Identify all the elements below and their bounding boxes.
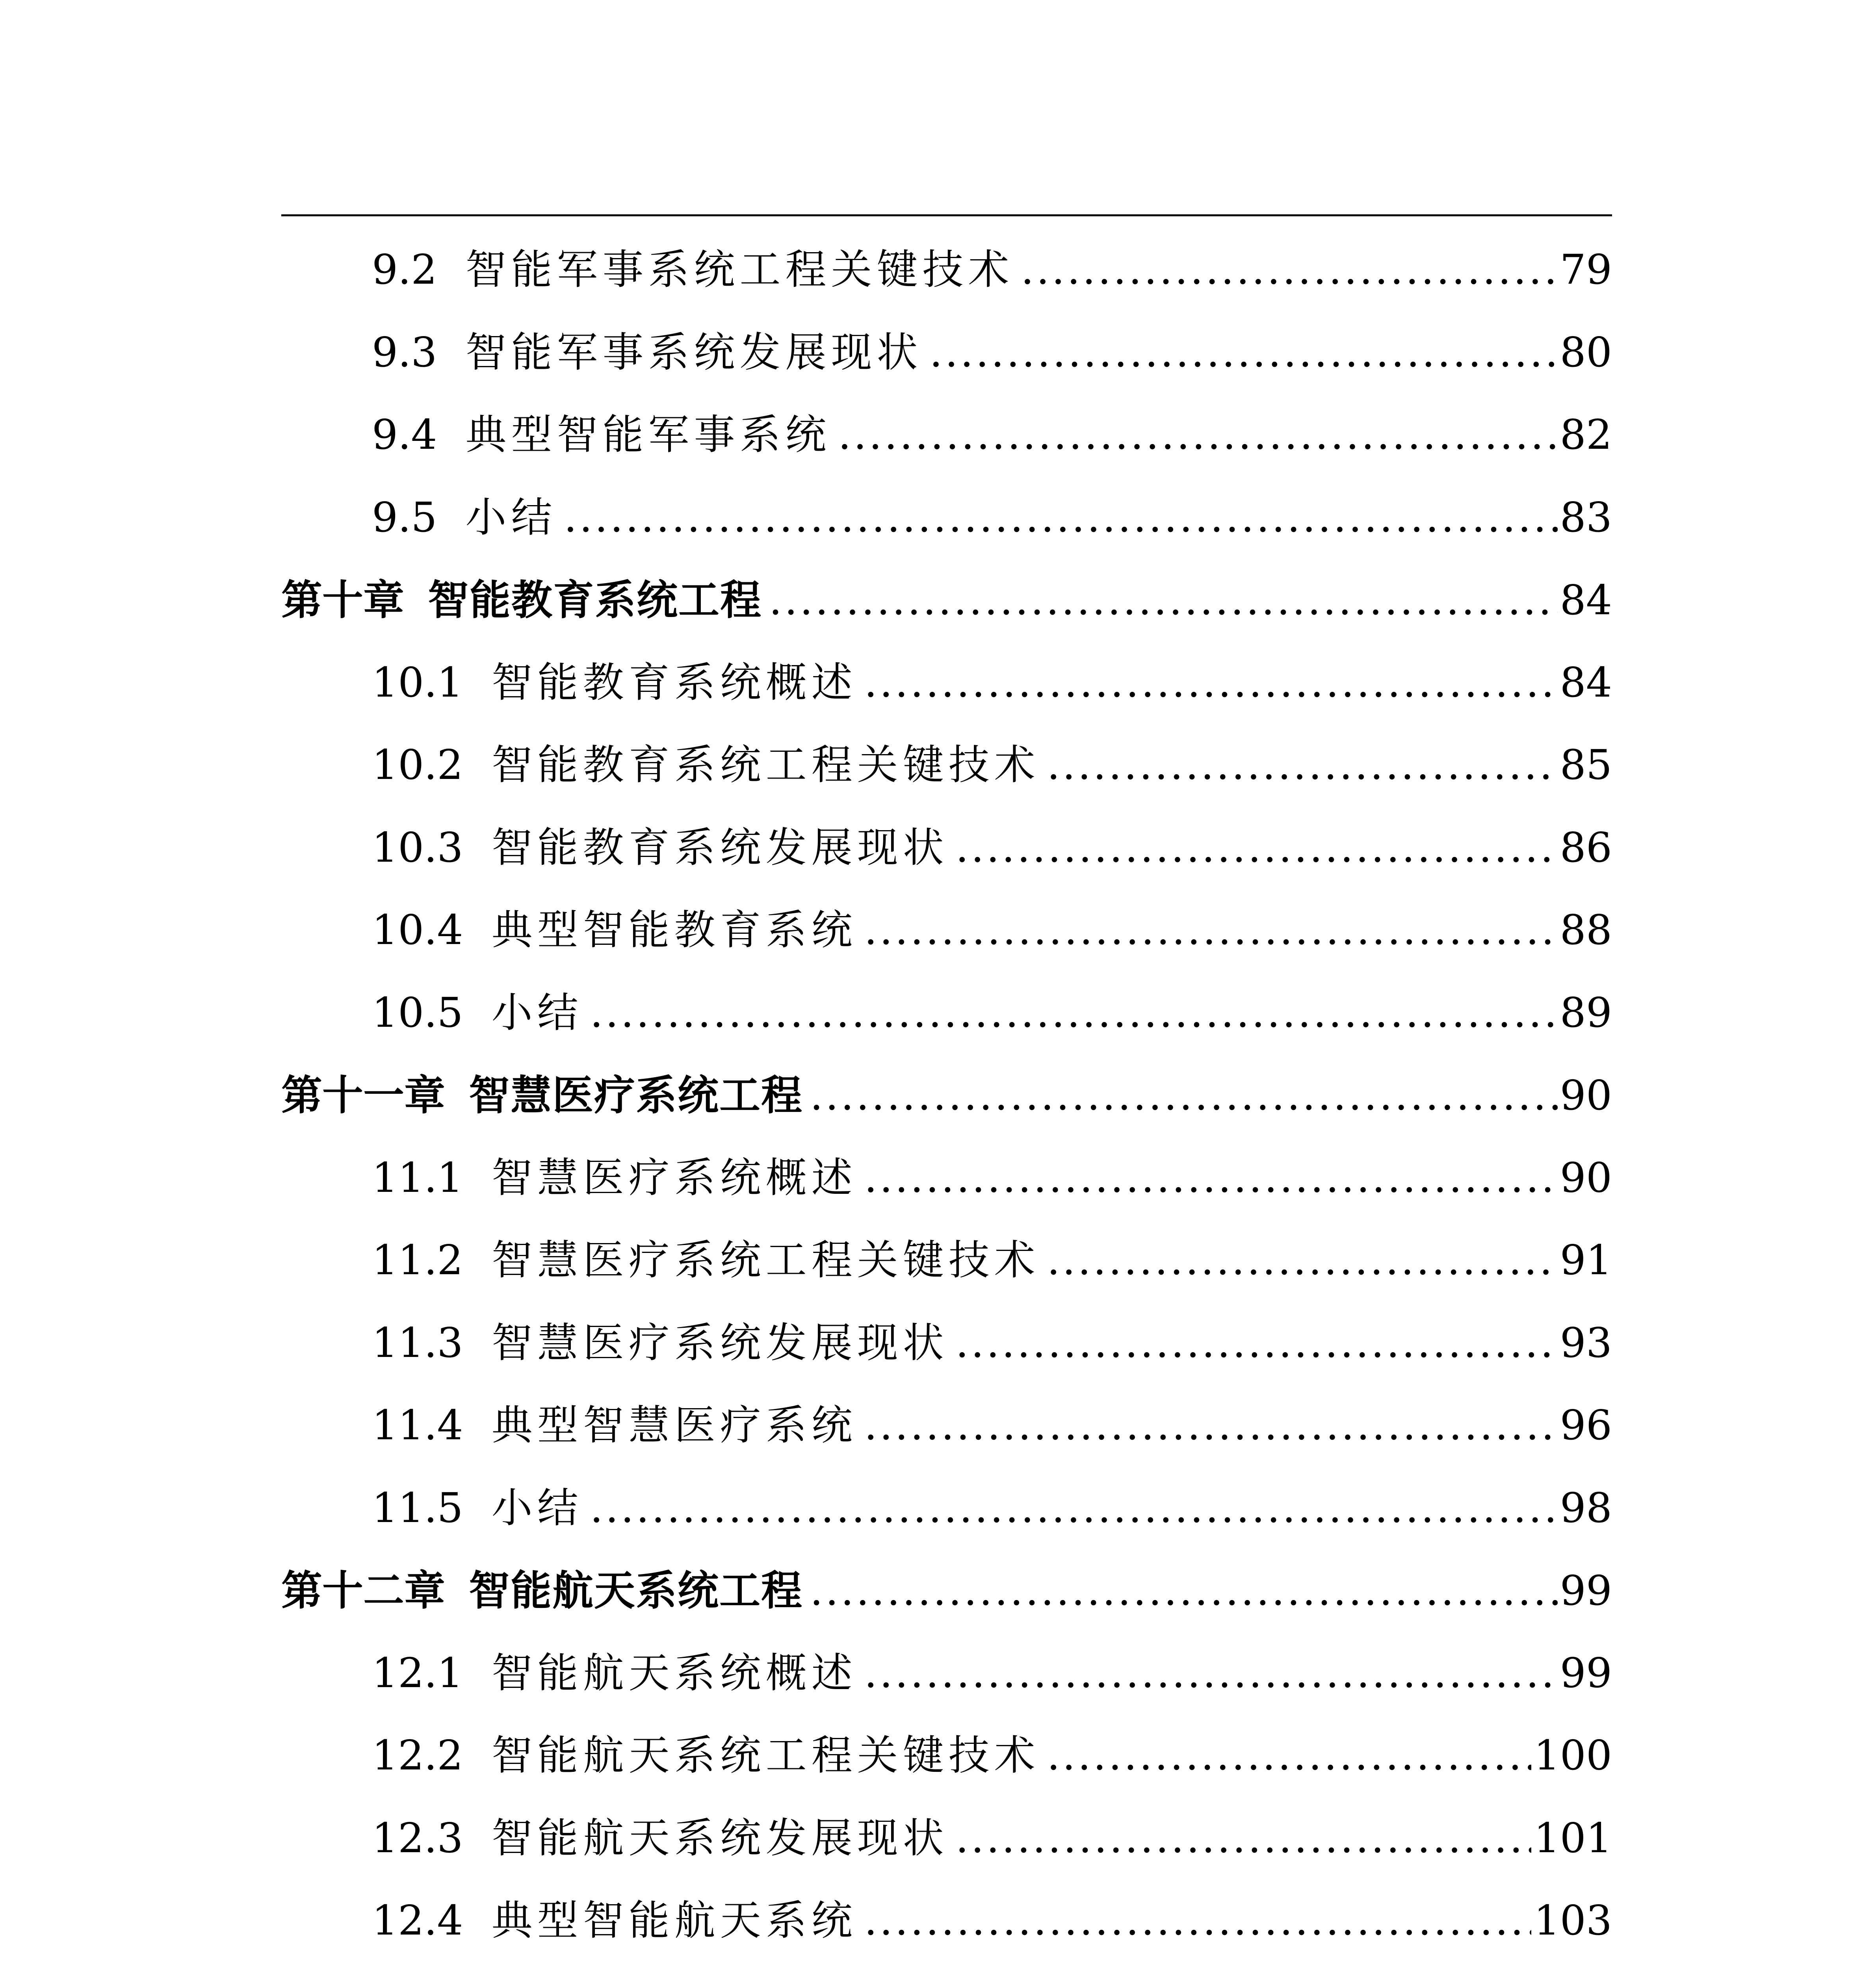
- dot-leader: [564, 476, 1557, 559]
- dot-leader: [810, 1550, 1558, 1632]
- entry-number: 10.2: [372, 741, 463, 789]
- dot-leader: [590, 1467, 1558, 1550]
- entry-title: 智能教育系统概述: [491, 658, 857, 706]
- dot-leader: [1047, 1219, 1558, 1302]
- entry-page-number: 93: [1560, 1318, 1612, 1367]
- entry-page-number: 83: [1560, 493, 1612, 541]
- entry-number: 10.1: [372, 658, 463, 706]
- toc-section-entry[interactable]: [281, 1797, 1612, 1880]
- entry-title: 智能航天系统工程: [469, 1566, 803, 1615]
- entry-page-number: 86: [1560, 823, 1612, 872]
- toc-section-entry[interactable]: [281, 641, 1612, 724]
- dot-leader: [864, 1384, 1558, 1467]
- toc-section-entry[interactable]: [281, 1962, 1612, 1970]
- dot-leader: [838, 394, 1557, 476]
- entry-page-number: 88: [1560, 906, 1612, 954]
- table-of-contents: [281, 229, 1612, 1970]
- entry-number: 11.3: [372, 1318, 463, 1367]
- toc-section-entry[interactable]: [281, 1714, 1612, 1797]
- entry-number: 9.3: [372, 328, 437, 376]
- dot-leader: [769, 559, 1558, 642]
- entry-number: 12.4: [372, 1896, 463, 1944]
- entry-number: 12.3: [372, 1814, 463, 1862]
- dot-leader: [864, 1879, 1532, 1962]
- dot-leader: [1047, 724, 1558, 807]
- dot-leader: [1047, 1714, 1532, 1797]
- toc-section-entry[interactable]: [281, 1219, 1612, 1302]
- entry-number: 第十章: [281, 576, 405, 624]
- toc-chapter-entry[interactable]: [281, 1054, 1612, 1137]
- entry-title: 智慧医疗系统工程关键技术: [491, 1236, 1040, 1284]
- entry-page-number: 84: [1560, 658, 1612, 706]
- toc-section-entry[interactable]: [281, 1467, 1612, 1550]
- entry-number: 12.1: [372, 1648, 463, 1697]
- dot-leader: [864, 889, 1558, 972]
- dot-leader: [810, 1054, 1558, 1137]
- entry-title: 智能军事系统发展现状: [465, 328, 923, 376]
- entry-page-number: 90: [1560, 1071, 1612, 1119]
- entry-page-number: 103: [1534, 1896, 1612, 1944]
- entry-title: 智慧医疗系统工程: [469, 1071, 803, 1119]
- entry-title: 典型智能教育系统: [491, 906, 857, 954]
- entry-title: 智慧医疗系统发展现状: [491, 1318, 949, 1367]
- entry-number: 9.5: [372, 493, 437, 541]
- toc-section-entry[interactable]: [281, 311, 1612, 394]
- entry-page-number: 101: [1534, 1814, 1612, 1862]
- entry-page-number: 98: [1560, 1483, 1612, 1532]
- entry-page-number: 82: [1560, 411, 1612, 459]
- toc-section-entry[interactable]: [281, 807, 1612, 889]
- toc-section-entry[interactable]: [281, 1302, 1612, 1385]
- entry-title: 小结: [491, 988, 583, 1037]
- toc-section-entry[interactable]: [281, 724, 1612, 807]
- entry-title: 智能教育系统工程关键技术: [491, 741, 1040, 789]
- entry-number: 9.4: [372, 411, 437, 459]
- toc-section-entry[interactable]: [281, 1137, 1612, 1219]
- entry-page-number: 90: [1560, 1153, 1612, 1202]
- dot-leader: [590, 972, 1558, 1054]
- entry-title: 智能航天系统概述: [491, 1648, 857, 1697]
- entry-number: 11.5: [372, 1483, 463, 1532]
- entry-number: 10.5: [372, 988, 463, 1037]
- entry-title: 智能教育系统发展现状: [491, 823, 949, 872]
- dot-leader: [1021, 229, 1557, 311]
- toc-section-entry[interactable]: [281, 972, 1612, 1054]
- dot-leader: [956, 1302, 1558, 1385]
- entry-number: 第十二章: [281, 1566, 446, 1615]
- entry-title: 智能军事系统工程关键技术: [465, 245, 1014, 294]
- entry-page-number: 89: [1560, 988, 1612, 1037]
- entry-title: 小结: [491, 1483, 583, 1532]
- entry-title: 典型智能航天系统: [491, 1896, 857, 1944]
- entry-page-number: 79: [1560, 245, 1612, 294]
- entry-page-number: [1534, 1962, 1612, 1970]
- toc-section-entry[interactable]: [281, 394, 1612, 476]
- entry-number: 11.4: [372, 1401, 463, 1449]
- dot-leader: [956, 1797, 1532, 1880]
- entry-page-number: 99: [1560, 1648, 1612, 1697]
- entry-page-number: 80: [1560, 328, 1612, 376]
- dot-leader: [590, 1962, 1532, 1970]
- entry-page-number: 96: [1560, 1401, 1612, 1449]
- entry-title: 智慧医疗系统概述: [491, 1153, 857, 1202]
- entry-page-number: 84: [1560, 576, 1612, 624]
- toc-section-entry[interactable]: [281, 1632, 1612, 1715]
- dot-leader: [929, 311, 1557, 394]
- entry-number: 11.1: [372, 1153, 463, 1202]
- entry-number: 10.4: [372, 906, 463, 954]
- toc-section-entry[interactable]: [281, 476, 1612, 559]
- toc-section-entry[interactable]: [281, 229, 1612, 311]
- dot-leader: [864, 1632, 1558, 1715]
- entry-page-number: 99: [1560, 1567, 1612, 1615]
- toc-section-entry[interactable]: [281, 1384, 1612, 1467]
- entry-title: 典型智慧医疗系统: [491, 1401, 857, 1449]
- toc-section-entry[interactable]: [281, 889, 1612, 972]
- entry-page-number: 85: [1560, 741, 1612, 789]
- dot-leader: [956, 807, 1558, 889]
- entry-number: 12.2: [372, 1731, 463, 1779]
- toc-chapter-entry[interactable]: [281, 559, 1612, 641]
- entry-title: 智能航天系统发展现状: [491, 1814, 949, 1862]
- dot-leader: [864, 1137, 1558, 1219]
- entry-number: 10.3: [372, 823, 463, 872]
- entry-page-number: 100: [1534, 1731, 1612, 1779]
- entry-title: 小结: [465, 493, 557, 541]
- entry-number: 11.2: [372, 1236, 463, 1284]
- entry-number: 第十一章: [281, 1071, 446, 1119]
- entry-page-number: 91: [1560, 1236, 1612, 1284]
- entry-title: [492, 1962, 583, 1970]
- header-rule: [281, 214, 1612, 216]
- toc-chapter-entry[interactable]: [281, 1549, 1612, 1632]
- entry-title: 智能航天系统工程关键技术: [491, 1731, 1040, 1779]
- entry-number: [372, 1962, 463, 1970]
- dot-leader: [864, 641, 1558, 724]
- entry-number: 9.2: [372, 245, 437, 294]
- toc-section-entry[interactable]: [281, 1879, 1612, 1962]
- entry-title: 典型智能军事系统: [465, 411, 831, 459]
- entry-title: 智能教育系统工程: [428, 576, 762, 624]
